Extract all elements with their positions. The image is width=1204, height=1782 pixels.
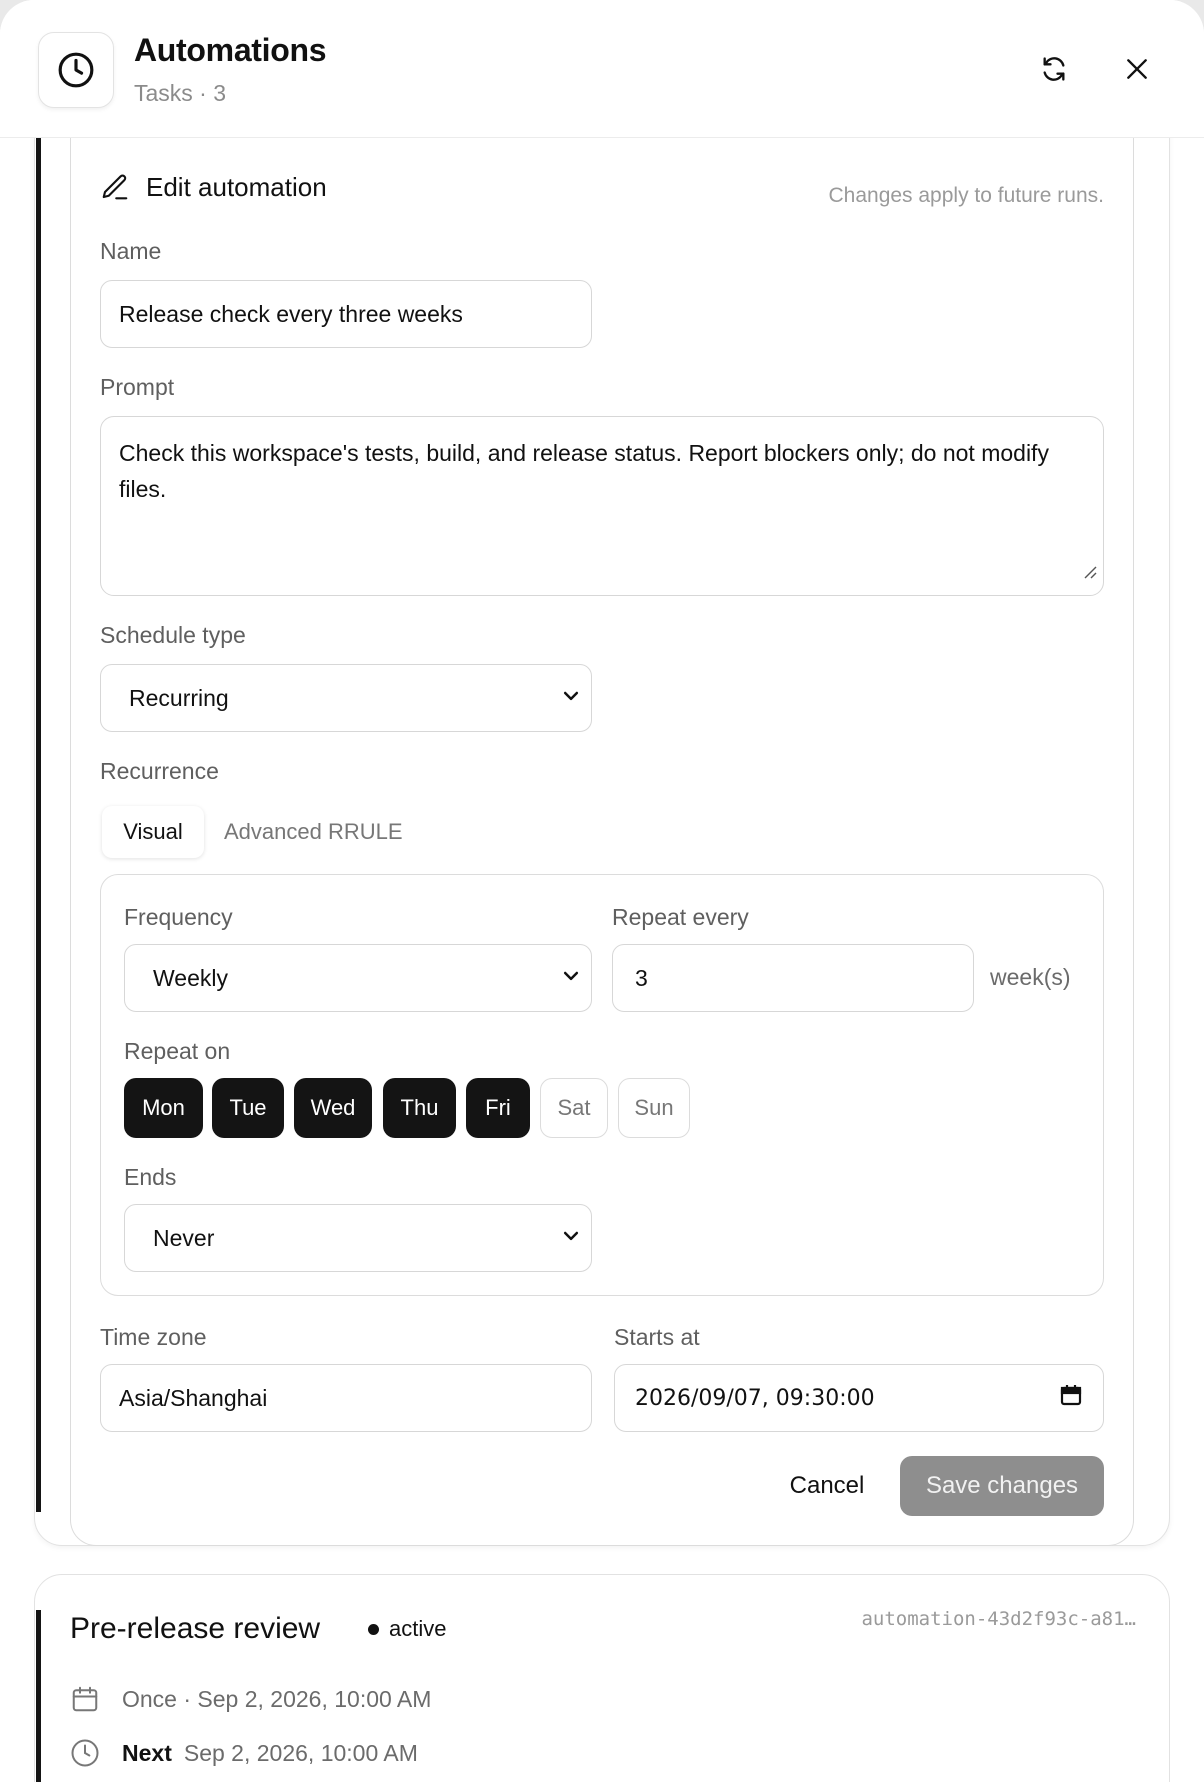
- prompt-label: Prompt: [100, 374, 175, 400]
- tab-advanced-rrule[interactable]: Advanced RRULE: [224, 819, 403, 844]
- next-label: Next: [122, 1739, 172, 1766]
- edit-hint: Changes apply to future runs.: [828, 184, 1104, 207]
- calendar-icon: [70, 1684, 102, 1714]
- pencil-icon: [100, 172, 130, 207]
- day-toggle-fri[interactable]: Fri: [466, 1078, 530, 1138]
- resize-grip-icon[interactable]: [1083, 553, 1097, 589]
- chevron-down-icon: [561, 965, 581, 992]
- chevron-down-icon: [561, 1225, 581, 1252]
- schedule-type-value: Recurring: [129, 684, 229, 711]
- card-accent-bar: [36, 138, 41, 1512]
- day-toggle-sun[interactable]: Sun: [618, 1078, 690, 1138]
- ends-label: Ends: [124, 1164, 177, 1190]
- prompt-textarea[interactable]: [100, 416, 1104, 596]
- schedule-row: [70, 1684, 431, 1714]
- repeat-every-input[interactable]: [612, 944, 974, 1012]
- ends-select[interactable]: [124, 1204, 592, 1272]
- day-toggle-sat[interactable]: Sat: [540, 1078, 608, 1138]
- day-toggle-thu[interactable]: Thu: [383, 1078, 456, 1138]
- starts-at-input[interactable]: [614, 1364, 1104, 1432]
- automation-id: automation-43d2f93c-a81…: [861, 1608, 1136, 1630]
- repeat-on-label: Repeat on: [124, 1038, 231, 1064]
- frequency-value: Weekly: [153, 964, 228, 991]
- repeat-every-label: Repeat every: [612, 904, 749, 930]
- status-badge: active: [389, 1616, 447, 1641]
- clock-icon: [38, 32, 114, 108]
- day-toggle-mon[interactable]: Mon: [124, 1078, 203, 1138]
- status-dot: [368, 1624, 379, 1635]
- starts-at-value: 2026/09/07, 09:30:00: [635, 1385, 875, 1411]
- schedule-type-select[interactable]: [100, 664, 592, 732]
- clock-icon: [70, 1738, 102, 1768]
- timezone-label: Time zone: [100, 1324, 207, 1350]
- cancel-button[interactable]: Cancel: [789, 1472, 865, 1499]
- name-label: Name: [100, 238, 162, 264]
- close-icon: [1124, 56, 1150, 82]
- schedule-text: Once · Sep 2, 2026, 10:00 AM: [122, 1685, 432, 1712]
- calendar-icon[interactable]: [1059, 1383, 1083, 1413]
- ends-value: Never: [153, 1224, 215, 1251]
- refresh-icon: [1040, 55, 1068, 83]
- chevron-down-icon: [561, 685, 581, 712]
- day-toggle-wed[interactable]: Wed: [294, 1078, 372, 1138]
- timezone-value: Asia/Shanghai: [119, 1384, 268, 1411]
- frequency-select[interactable]: [124, 944, 592, 1012]
- schedule-type-label: Schedule type: [100, 622, 246, 648]
- task-count: Tasks · 3: [134, 80, 227, 106]
- panel-header: [0, 0, 1204, 138]
- tab-visual[interactable]: Visual: [102, 806, 204, 858]
- starts-at-label: Starts at: [614, 1324, 700, 1350]
- repeat-every-value: 3: [635, 964, 648, 991]
- recurrence-label: Recurrence: [100, 758, 219, 784]
- card-accent-bar: [36, 1610, 41, 1782]
- page-title: Automations: [134, 32, 327, 68]
- automation-title: Pre-release review: [70, 1612, 321, 1645]
- name-value: Release check every three weeks: [119, 300, 463, 327]
- timezone-input[interactable]: [100, 1364, 592, 1432]
- edit-title: Edit automation: [146, 172, 327, 202]
- next-run-row: [70, 1738, 418, 1768]
- day-toggle-tue[interactable]: Tue: [212, 1078, 284, 1138]
- next-run-value: Sep 2, 2026, 10:00 AM: [183, 1739, 418, 1766]
- save-changes-button[interactable]: Save changes: [900, 1456, 1104, 1516]
- refresh-button[interactable]: [1031, 46, 1077, 92]
- frequency-label: Frequency: [124, 904, 233, 930]
- close-button[interactable]: [1114, 46, 1160, 92]
- repeat-every-unit: week(s): [990, 964, 1071, 990]
- prompt-value: Check this workspace's tests, build, and release status. Report blockers only; do not modify files.: [119, 440, 1049, 502]
- name-input[interactable]: [100, 280, 592, 348]
